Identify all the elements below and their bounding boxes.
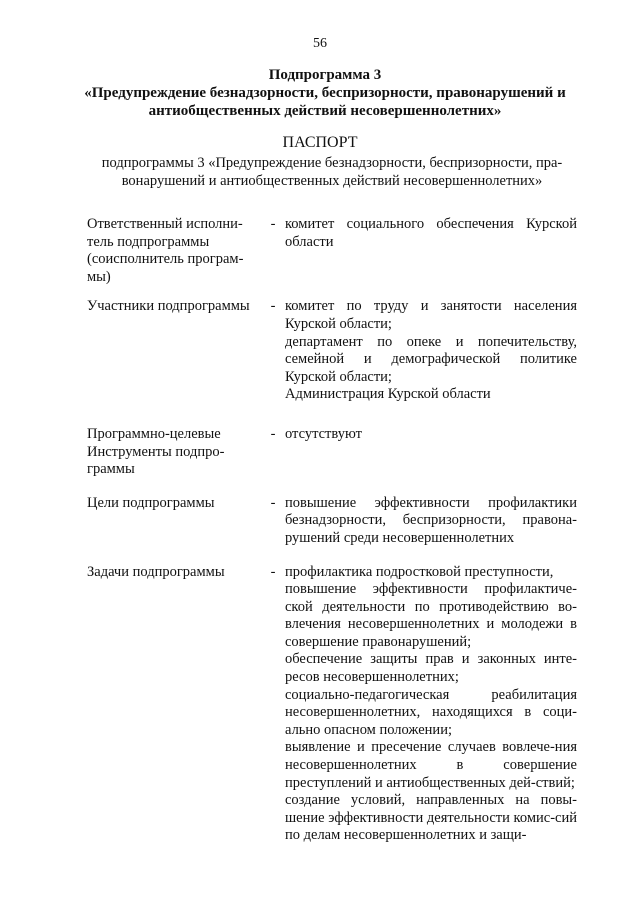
row-label: Задачи подпрограммы — [87, 563, 225, 580]
subprogram-name-line-1: «Предупреждение безнадзорности, беспризорности, правонарушений и — [84, 85, 566, 101]
row-dash: - — [270, 216, 276, 232]
value-line: обеспечение защиты прав и законных инте-ресов несовершеннолетних; — [285, 651, 577, 686]
passport-table — [87, 216, 577, 845]
value-line: социально-педагогическая реабилитация несовершеннолетних, находящихся в соци-ально опасном положении; — [285, 686, 577, 738]
subprogram-title: Подпрограмма 3 — [268, 67, 382, 83]
row-tasks — [87, 564, 577, 846]
row-instruments — [87, 426, 577, 479]
passport-subtitle-line-2: вонарушений и антиобщественных действий несовершеннолетних» — [121, 173, 543, 189]
row-responsible-executor — [87, 216, 577, 286]
value-line: повышение эффективности профилактиче-ской деятельности по противодействию во-влечения несовершеннолетних и молодежи в совершение правонарушений; — [285, 581, 577, 650]
row-dash: - — [270, 298, 276, 315]
value-line: комитет по труду и занятости населения Курской области; — [285, 298, 577, 332]
row-participants — [87, 298, 577, 404]
value-line: выявление и пресечение случаев вовлече-ния несовершеннолетних в совершение преступлений и антиобщественных дей-ствий; — [285, 739, 577, 791]
row-label: Ответственный исполни-тель подпрограммы (соисполнитель програм-мы) — [87, 216, 244, 285]
value-line: повышение эффективности профилактики безнадзорности, беспризорности, правона-рушений среди несовершеннолетних — [285, 494, 577, 546]
row-label: Программно-целевые Инструменты подпро-граммы — [87, 425, 225, 478]
row-dash: - — [270, 563, 276, 580]
row-goals — [87, 495, 577, 548]
subprogram-name-line-2: антиобщественных действий несовершеннолетних» — [148, 103, 502, 119]
value-line: создание условий, направленных на повы-шение эффективности деятельности комис-сий по делам несовершеннолетних и защи- — [285, 792, 577, 844]
row-label: Участники подпрограммы — [87, 298, 250, 315]
value-line: комитет социального обеспечения Курской области — [285, 216, 577, 250]
page-number: 56 — [313, 36, 327, 51]
value-line: отсутствуют — [285, 425, 362, 442]
passport-title: ПАСПОРТ — [282, 134, 358, 151]
row-value — [281, 495, 577, 548]
row-dash: - — [270, 494, 276, 511]
passport-subtitle-line-1: подпрограммы 3 «Предупреждение безнадзорности, беспризорности, пра- — [101, 155, 563, 171]
value-line: департамент по опеке и попечительству, семейной и демографической политике Курской области; — [285, 333, 577, 385]
row-value — [281, 216, 577, 251]
row-value — [281, 564, 577, 846]
value-line: Администрация Курской области — [285, 386, 491, 403]
value-line: профилактика подростковой преступности, — [285, 563, 554, 580]
row-value — [281, 298, 577, 404]
row-dash: - — [270, 425, 276, 442]
row-label: Цели подпрограммы — [87, 494, 215, 511]
subprogram-heading — [60, 66, 590, 120]
row-value — [281, 426, 577, 444]
passport-subtitle — [82, 154, 582, 190]
